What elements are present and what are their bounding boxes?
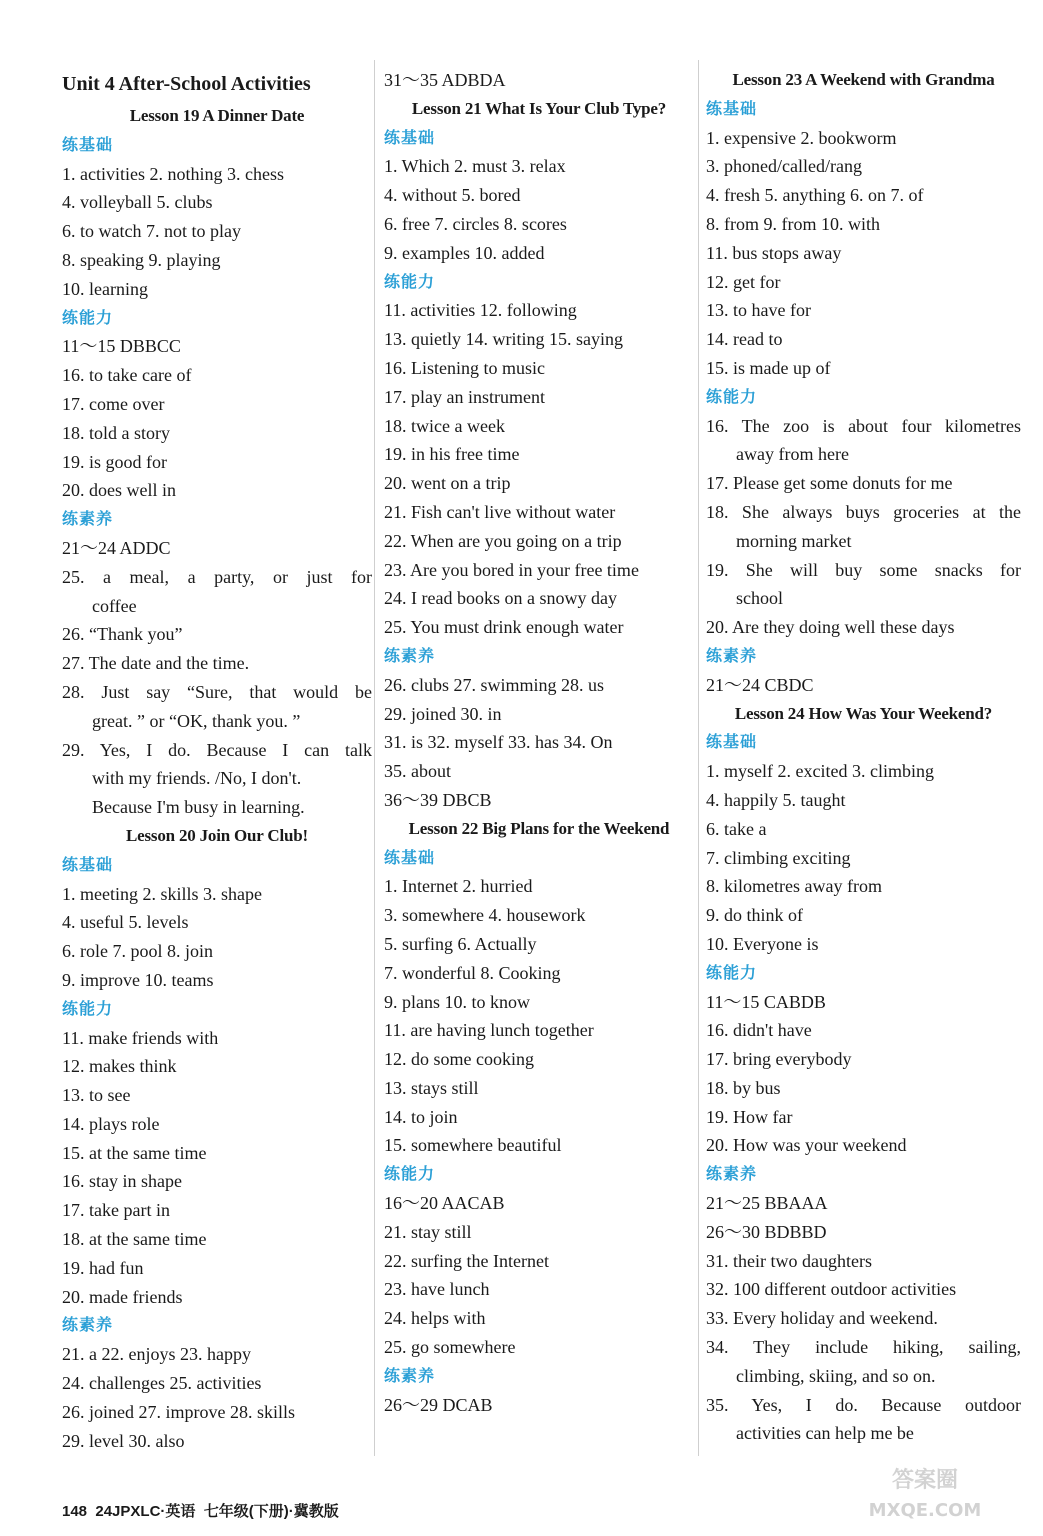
answer-line: 35. about <box>384 761 451 782</box>
answer-line: 14. to join <box>384 1106 458 1127</box>
answer-line: great. ” or “OK, thank you. ” <box>92 710 301 731</box>
answer-line: 17. play an instrument <box>384 386 545 407</box>
answer-line: 23. have lunch <box>384 1279 490 1300</box>
answer-line: 11. bus stops away <box>706 242 842 263</box>
answer-line: 11. are having lunch together <box>384 1020 594 1041</box>
answer-line: 1. expensive 2. bookworm <box>706 127 897 148</box>
answer-line: coffee <box>92 595 137 616</box>
page-footer <box>62 1500 339 1521</box>
answer-line: 14. read to <box>706 329 783 350</box>
watermark-text: 答案圈 <box>891 1468 958 1493</box>
section-label: 练能力 <box>706 962 758 982</box>
answer-line: 31～35 ADBDA <box>384 70 506 90</box>
answer-line: 22. surfing the Internet <box>384 1250 549 1271</box>
answer-line: 15. is made up of <box>706 357 831 378</box>
section-label: 练基础 <box>62 854 114 874</box>
answer-line: 11. activities 12. following <box>384 300 577 321</box>
answer-line: 13. stays still <box>384 1077 479 1098</box>
answer-line: morning market <box>736 530 852 551</box>
answer-line: 18. twice a week <box>384 415 505 436</box>
answer-line: 20. How was your weekend <box>706 1135 907 1156</box>
column-divider <box>374 60 375 1456</box>
answer-line: 8. speaking 9. playing <box>62 249 221 270</box>
answer-line: 21. a 22. enjoys 23. happy <box>62 1344 251 1365</box>
answer-line: school <box>736 588 783 609</box>
section-label: 练能力 <box>62 307 114 327</box>
section-label: 练能力 <box>62 998 114 1018</box>
answer-line: 4. useful 5. levels <box>62 912 189 933</box>
unit-title: Unit 4 After-School Activities <box>62 73 311 95</box>
answer-line: 31. their two daughters <box>706 1250 872 1271</box>
answer-line: 18. by bus <box>706 1077 781 1098</box>
answer-line: 22. When are you going on a trip <box>384 530 622 551</box>
answer-line: 1. Internet 2. hurried <box>384 876 533 897</box>
answer-line: 26. “Thank you” <box>62 624 183 645</box>
answer-line: 19. had fun <box>62 1257 144 1278</box>
grade-edition: 七年级(下册)·冀教版 <box>203 1503 339 1520</box>
answer-line: 16～20 AACAB <box>384 1193 505 1214</box>
answer-line: 27. The date and the time. <box>62 653 250 674</box>
answer-line: 16. to take care of <box>62 365 192 386</box>
answer-line: 20. made friends <box>62 1286 183 1307</box>
answer-line: 16. stay in shape <box>62 1171 182 1192</box>
answer-line: 18. at the same time <box>62 1229 207 1250</box>
answer-line: 16. Listening to music <box>384 357 545 378</box>
section-label: 练能力 <box>706 386 758 406</box>
answer-line: 17. take part in <box>62 1200 170 1221</box>
answer-line: 26. joined 27. improve 28. skills <box>62 1401 295 1422</box>
answer-line: 12. get for <box>706 271 781 292</box>
answer-column-3 <box>706 66 1021 1448</box>
lesson-heading: Lesson 21 What Is Your Club Type? <box>411 98 667 118</box>
answer-line: 13. to see <box>62 1085 131 1106</box>
section-label: 练基础 <box>706 98 758 118</box>
answer-line: 15. somewhere beautiful <box>384 1135 562 1156</box>
answer-line: 1. myself 2. excited 3. climbing <box>706 761 934 782</box>
watermark-logo <box>825 1466 1025 1526</box>
answer-line: activities can help me be <box>736 1423 914 1444</box>
answer-line: 7. climbing exciting <box>706 847 851 868</box>
answer-line: 16. The zoo is about four kilometres <box>706 415 1021 436</box>
answer-column-1 <box>62 66 372 1455</box>
answer-line: with my friends. /No, I don't. <box>92 768 302 789</box>
section-label: 练基础 <box>62 134 114 154</box>
answer-line: 9. improve 10. teams <box>62 969 214 990</box>
answer-line: 3. phoned/called/rang <box>706 156 862 177</box>
answer-line: 9. do think of <box>706 905 803 926</box>
answer-line: 29. Yes, I do. Because I can talk <box>62 739 372 760</box>
answer-line: 16. didn't have <box>706 1020 812 1041</box>
book-code: 24JPXLC·英语 <box>95 1503 196 1520</box>
answer-line: 13. to have for <box>706 300 811 321</box>
answer-line: 18. She always buys groceries at the <box>706 501 1021 522</box>
answer-line: 21～24 CBDC <box>706 674 814 695</box>
answer-line: 26～29 DCAB <box>384 1394 493 1415</box>
answer-line: 20. Are they doing well these days <box>706 617 955 638</box>
answer-line: 35. Yes, I do. Because outdoor <box>706 1394 1021 1415</box>
lesson-heading: Lesson 22 Big Plans for the Weekend <box>408 818 670 838</box>
answer-line: 26～30 BDBBD <box>706 1221 827 1242</box>
answer-line: Because I'm busy in learning. <box>92 797 305 818</box>
answer-line: 25. You must drink enough water <box>384 617 624 638</box>
answer-line: 14. plays role <box>62 1113 160 1134</box>
answer-line: 13. quietly 14. writing 15. saying <box>384 329 623 350</box>
answer-line: 17. bring everybody <box>706 1049 852 1070</box>
section-label: 练素养 <box>62 1315 114 1335</box>
answer-line: 6. free 7. circles 8. scores <box>384 213 567 234</box>
answer-line: away from here <box>736 444 849 465</box>
answer-line: 11～15 CABDB <box>706 991 826 1012</box>
answer-line: 20. went on a trip <box>384 473 511 494</box>
answer-line: 28. Just say “Sure, that would be <box>62 681 372 702</box>
answer-line: 19. How far <box>706 1106 793 1127</box>
answer-line: 21～25 BBAAA <box>706 1193 828 1214</box>
section-label: 练基础 <box>706 732 758 752</box>
answer-line: 29. level 30. also <box>62 1430 185 1451</box>
answer-line: 19. in his free time <box>384 444 520 465</box>
answer-line: 32. 100 different outdoor activities <box>706 1279 957 1300</box>
answer-line: 5. surfing 6. Actually <box>384 933 537 954</box>
answer-column-2 <box>384 66 694 1419</box>
answer-line: 11. make friends with <box>62 1027 219 1048</box>
answer-line: 19. She will buy some snacks for <box>706 559 1021 580</box>
section-label: 练基础 <box>384 127 436 147</box>
answer-line: 25. go somewhere <box>384 1337 516 1358</box>
answer-line: 4. without 5. bored <box>384 185 521 206</box>
answer-line: 17. Please get some donuts for me <box>706 473 953 494</box>
section-label: 练素养 <box>62 509 114 529</box>
watermark-domain: MXQE.COM <box>868 1500 982 1521</box>
section-label: 练基础 <box>384 847 436 867</box>
answer-line: 8. from 9. from 10. with <box>706 213 880 234</box>
answer-line: 6. role 7. pool 8. join <box>62 941 213 962</box>
answer-line: 19. is good for <box>62 451 167 472</box>
column-divider <box>698 60 699 1456</box>
answer-line: 21. Fish can't live without water <box>384 501 616 522</box>
answer-line: 4. volleyball 5. clubs <box>62 192 213 213</box>
answer-line: 1. activities 2. nothing 3. chess <box>62 163 284 184</box>
answer-line: 12. do some cooking <box>384 1049 534 1070</box>
answer-line: 25. a meal, a party, or just for <box>62 566 372 587</box>
answer-line: 36～39 DBCB <box>384 789 492 810</box>
page-number: 148 <box>62 1503 88 1520</box>
answer-line: 24. I read books on a snowy day <box>384 588 617 609</box>
answer-line: 10. Everyone is <box>706 933 819 954</box>
section-label: 练能力 <box>384 271 436 291</box>
lesson-heading: Lesson 24 How Was Your Weekend? <box>734 703 993 723</box>
answer-line: 4. fresh 5. anything 6. on 7. of <box>706 185 924 206</box>
answer-line: 12. makes think <box>62 1056 177 1077</box>
answer-line: 29. joined 30. in <box>384 703 502 724</box>
answer-line: 20. does well in <box>62 480 176 501</box>
answer-line: 17. come over <box>62 393 165 414</box>
answer-line: 1. Which 2. must 3. relax <box>384 156 566 177</box>
answer-line: 33. Every holiday and weekend. <box>706 1308 938 1329</box>
answer-line: 6. take a <box>706 818 767 839</box>
answer-line: 21～24 ADDC <box>62 537 171 558</box>
answer-line: 7. wonderful 8. Cooking <box>384 962 561 983</box>
answer-line: 21. stay still <box>384 1221 472 1242</box>
answer-line: 8. kilometres away from <box>706 876 882 897</box>
answer-line: 34. They include hiking, sailing, <box>706 1337 1021 1358</box>
answer-line: 9. examples 10. added <box>384 242 545 263</box>
section-label: 练素养 <box>706 645 758 665</box>
section-label: 练素养 <box>384 1365 436 1385</box>
answer-line: climbing, skiing, and so on. <box>736 1365 936 1386</box>
answer-line: 31. is 32. myself 33. has 34. On <box>384 732 613 753</box>
answer-line: 18. told a story <box>62 422 170 443</box>
answer-line: 6. to watch 7. not to play <box>62 221 241 242</box>
answer-line: 11～15 DBBCC <box>62 336 181 357</box>
answer-line: 23. Are you bored in your free time <box>384 559 639 580</box>
answer-line: 26. clubs 27. swimming 28. us <box>384 674 605 695</box>
section-label: 练能力 <box>384 1164 436 1184</box>
answer-line: 24. helps with <box>384 1308 486 1329</box>
lesson-heading: Lesson 19 A Dinner Date <box>129 106 305 125</box>
section-label: 练素养 <box>384 645 436 665</box>
answer-line: 24. challenges 25. activities <box>62 1373 262 1394</box>
answer-line: 4. happily 5. taught <box>706 789 846 810</box>
answer-line: 10. learning <box>62 278 148 299</box>
lesson-heading: Lesson 20 Join Our Club! <box>126 825 308 845</box>
section-label: 练素养 <box>706 1164 758 1184</box>
answer-line: 9. plans 10. to know <box>384 991 530 1012</box>
answer-line: 1. meeting 2. skills 3. shape <box>62 883 262 904</box>
lesson-heading: Lesson 23 A Weekend with Grandma <box>732 70 995 89</box>
answer-line: 3. somewhere 4. housework <box>384 905 586 926</box>
answer-line: 15. at the same time <box>62 1142 207 1163</box>
